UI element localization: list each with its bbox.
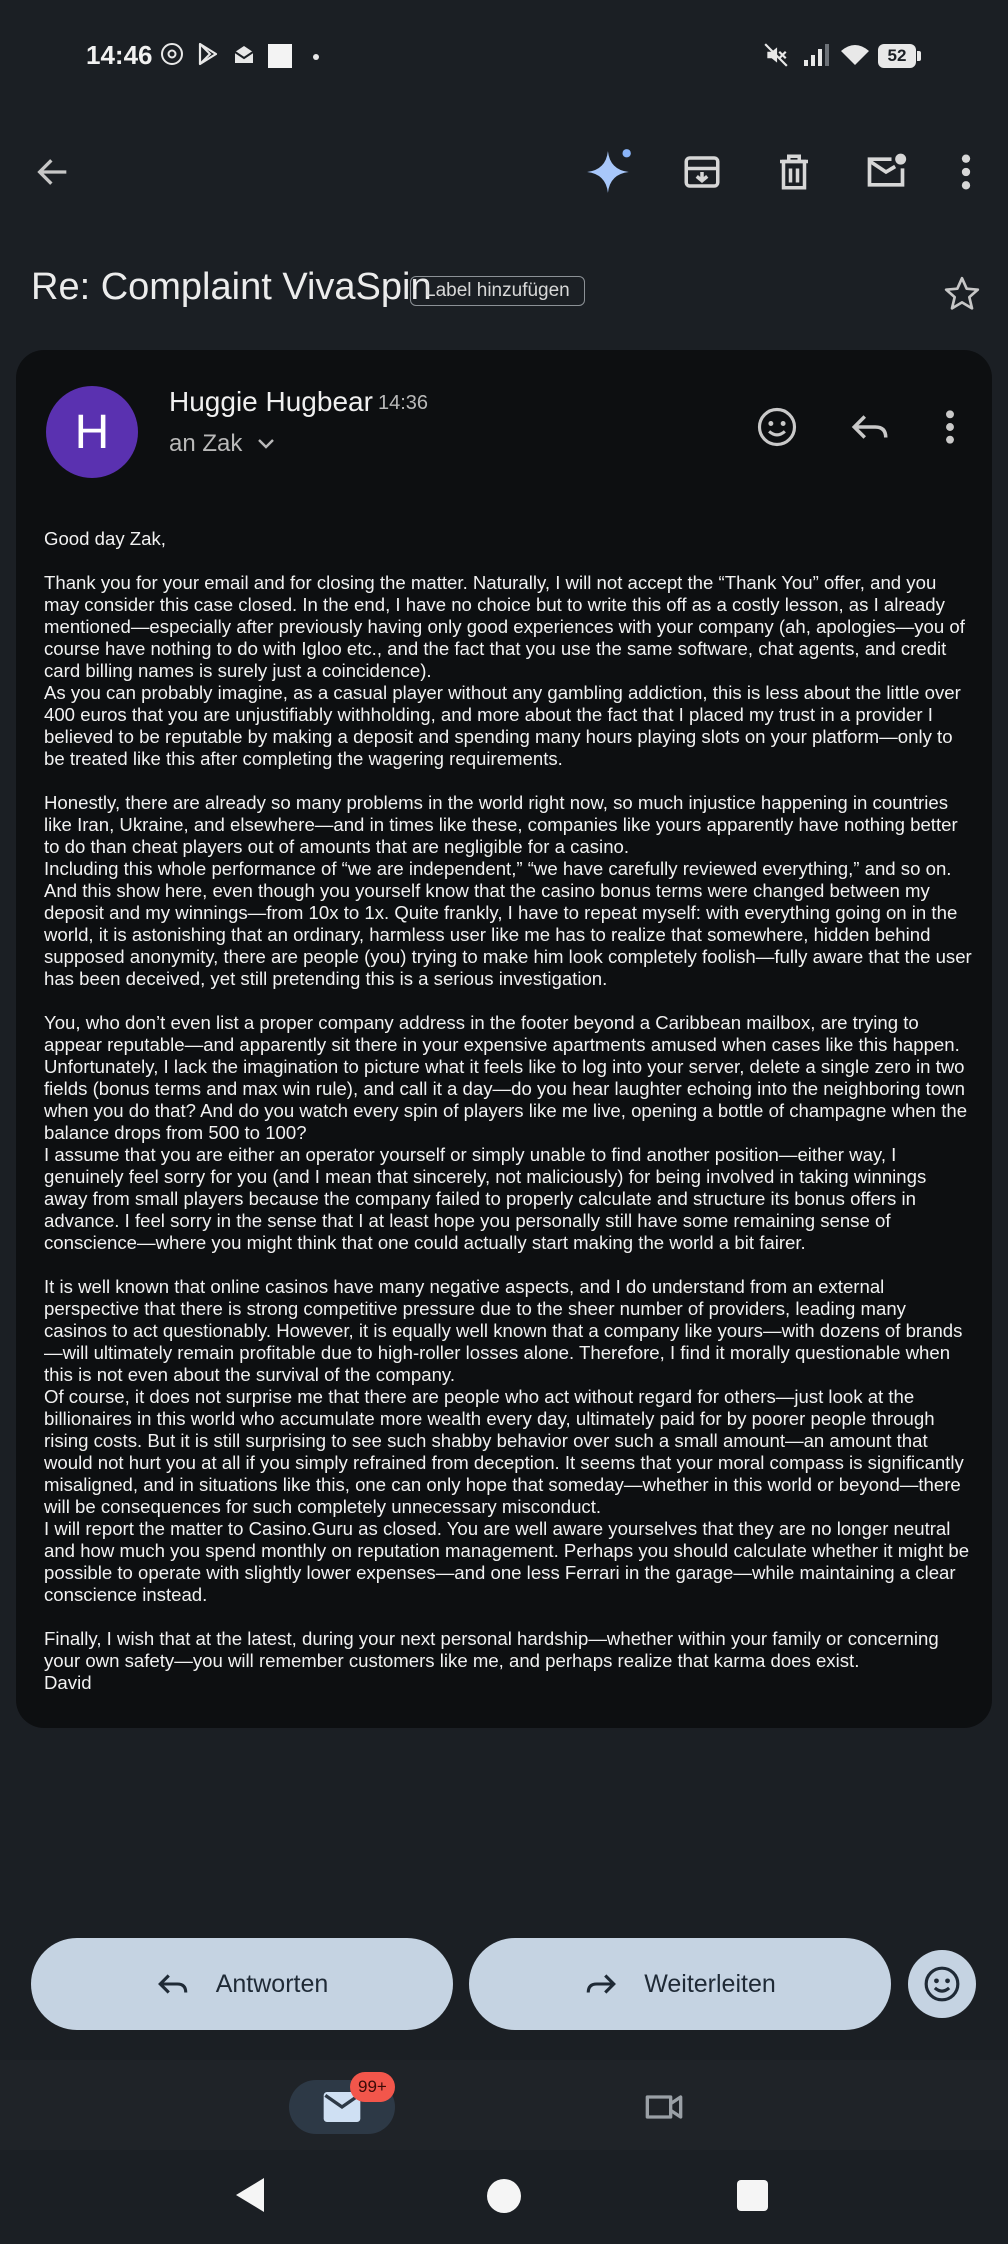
- emoji-icon: [756, 406, 798, 448]
- more-notifications-dot-icon: [313, 54, 319, 60]
- forward-label: Weiterleiten: [644, 1969, 776, 1998]
- body-spacer: [44, 990, 974, 1012]
- emoji-reaction-button[interactable]: [908, 1950, 976, 2018]
- archive-button[interactable]: [666, 136, 738, 208]
- nav-back-icon[interactable]: [232, 2176, 268, 2214]
- body-paragraph: Including this whole performance of “we are independent,” “we have carefully reviewed everything,” and so on. And this show here, even though you yourself know that the casino bonus terms were changed between my deposit and my winnings—from 10x to 1x. Quite frankly, I have to repeat myself: with everything going on in the world, it is astonishing that an ordinary, harmless user like me has to realize that somewhere, hidden behind supposed anonymity, there are people (you) trying to make him look completely foolish—fully aware that the user has been deceived, yet still pretending this is a serious investigation.: [44, 858, 972, 989]
- more-options-button[interactable]: [930, 136, 1002, 208]
- mail-unread-icon: [864, 150, 908, 194]
- body-paragraph: Of course, it does not surprise me that there are people who act without regard for others—just look at the billionaires in this world who accumulate more wealth every day, ultimately paid for by poorer people through rising costs. But it is still surprising to see such shabby behavior over such a small amount—an amount that would not hurt you at all if you simply refrained from deception. It seems that your moral compass is significantly misaligned, and in situations like this, one can only hope that someday—whether in this world or beyond—there will be consequences for such completely unnecessary misconduct.: [44, 1386, 964, 1517]
- unread-count-badge: 99+: [350, 2072, 395, 2102]
- battery-icon: 52: [878, 44, 916, 68]
- status-bar: [0, 0, 1008, 112]
- sender-name: Huggie Hugbear: [169, 386, 373, 417]
- status-clock: 14:46: [86, 40, 153, 70]
- forward-icon: [584, 1967, 618, 2001]
- body-spacer: [44, 770, 974, 792]
- add-reaction-button[interactable]: [745, 395, 809, 459]
- body-spacer: [44, 550, 974, 572]
- mark-unread-button[interactable]: [850, 136, 922, 208]
- message-time: 14:36: [378, 392, 429, 414]
- sender-avatar[interactable]: H: [46, 386, 138, 478]
- reply-button[interactable]: [838, 395, 902, 459]
- mute-icon: [763, 42, 789, 68]
- body-paragraph: Good day Zak,: [44, 528, 166, 549]
- emoji-icon: [923, 1965, 961, 2003]
- nav-home-button[interactable]: [487, 2179, 521, 2213]
- square-notification-icon: [268, 44, 292, 68]
- play-store-icon: [196, 42, 220, 66]
- reply-pill-button[interactable]: [31, 1938, 453, 2030]
- more-vert-icon: [944, 408, 956, 446]
- meet-tab[interactable]: [630, 2080, 698, 2134]
- body-paragraph: As you can probably imagine, as a casual player without any gambling addiction, this is less about the little over 400 euros that you are unjustifiably withholding, and more about the fact that I placed my trust in a provider I believed to be reputable by making a deposit and spending many hours playing slots on your platform—only to be treated like this after completing the wagering requirements.: [44, 682, 961, 769]
- body-paragraph: I assume that you are either an operator yourself or simply unable to find another position—either way, I genuinely feel sorry for you (and I mean that sincerely, not maliciously) for being involved in taking winnings away from small players because the company failed to properly calculate and structure its bonus offers in advance. I feel sorry in the sense that I at least hope you personally still have some remaining sense of conscience—where you might think that one could actually start making the world a bit fairer.: [44, 1144, 927, 1253]
- email-signature: David: [44, 1672, 92, 1693]
- nav-recents-button[interactable]: [737, 2180, 768, 2211]
- chevron-down-icon: [256, 437, 276, 451]
- reply-icon: [156, 1967, 190, 2001]
- recipient-details-toggle[interactable]: [169, 430, 276, 458]
- body-spacer: [44, 1606, 974, 1628]
- recipient-label: an Zak: [169, 430, 243, 457]
- gemini-ai-button[interactable]: [574, 136, 646, 208]
- delete-button[interactable]: [758, 136, 830, 208]
- email-body: [44, 528, 974, 1694]
- arrow-back-icon: [33, 152, 73, 192]
- body-paragraph: I will report the matter to Casino.Guru as closed. You are well aware yourselves that they are no longer neutral and how much you spend monthly on reputation management. Perhaps you should calculate whether it might be possible to operate with slightly lower expenses—and one less Ferrari in the garage—while maintaining a clear conscience instead.: [44, 1518, 970, 1605]
- battery-tip: [917, 51, 921, 61]
- system-navigation-bar: [0, 2150, 1008, 2244]
- message-more-button[interactable]: [918, 395, 982, 459]
- at-sign-icon: [160, 42, 184, 66]
- more-vert-icon: [960, 152, 972, 192]
- wifi-icon: [840, 42, 870, 68]
- signal-icon: [802, 42, 830, 68]
- bottom-navigation: [0, 2060, 1008, 2150]
- sparkle-icon: [585, 147, 635, 197]
- archive-icon: [681, 151, 723, 193]
- trash-icon: [773, 151, 815, 193]
- star-outline-icon: [942, 274, 982, 314]
- video-camera-icon: [644, 2090, 684, 2124]
- star-button[interactable]: [930, 262, 994, 326]
- body-paragraph: Finally, I wish that at the latest, during your next personal hardship—whether within your family or concerning your own safety—you will remember customers like me, and perhaps realize that karma does exist.: [44, 1628, 939, 1671]
- back-button[interactable]: [17, 136, 89, 208]
- reply-label: Antworten: [215, 1969, 329, 1998]
- forward-pill-button[interactable]: [469, 1938, 891, 2030]
- body-paragraph: You, who don’t even list a proper company address in the footer beyond a Caribbean mailbox, are trying to appear reputable—and apparently sit there in your expensive apartments amused when cases like this happen. Unfortunately, I lack the imagination to picture what it feels like to log into your server, delete a single zero in two fields (bonus terms and max win rule), and call it a day—do you hear laughter echoing into the neighboring town when you do that? And do you watch every spin of players like me live, opening a bottle of champagne when the balance drops from 500 to 100?: [44, 1012, 968, 1143]
- mail-open-icon: [232, 42, 256, 66]
- email-subject: Re: Complaint VivaSpin: [31, 266, 432, 308]
- body-paragraph: Thank you for your email and for closing the matter. Naturally, I will not accept the “Thank You” offer, and you may consider this case closed. In the end, I have no choice but to write this off as a costly lesson, as I already mentioned—especially after previously having only good experiences with your company (ah, apologies—you of course have nothing to do with Igloo etc., and the fact that you use the same software, chat agents, and credit card billing names is surely just a coincidence).: [44, 572, 965, 681]
- body-paragraph: Honestly, there are already so many problems in the world right now, so much injustice happening in countries like Iran, Ukraine, and elsewhere—and in times like these, companies like yours apparently have nothing better to do than cheat players out of amounts that are negligible for a casino.: [44, 792, 958, 857]
- add-label-chip[interactable]: Label hinzufügen: [410, 276, 585, 306]
- reply-icon: [849, 406, 891, 448]
- body-spacer: [44, 1254, 974, 1276]
- body-paragraph: It is well known that online casinos have many negative aspects, and I do understand from an external perspective that there is strong competitive pressure due to the sheer number of providers, leading many casinos to act questionably. However, it is equally well known that a company like yours—with dozens of brands—will ultimately remain profitable due to high-roller losses alone. Therefore, I find it morally questionable when this is not even about the survival of the company.: [44, 1276, 963, 1385]
